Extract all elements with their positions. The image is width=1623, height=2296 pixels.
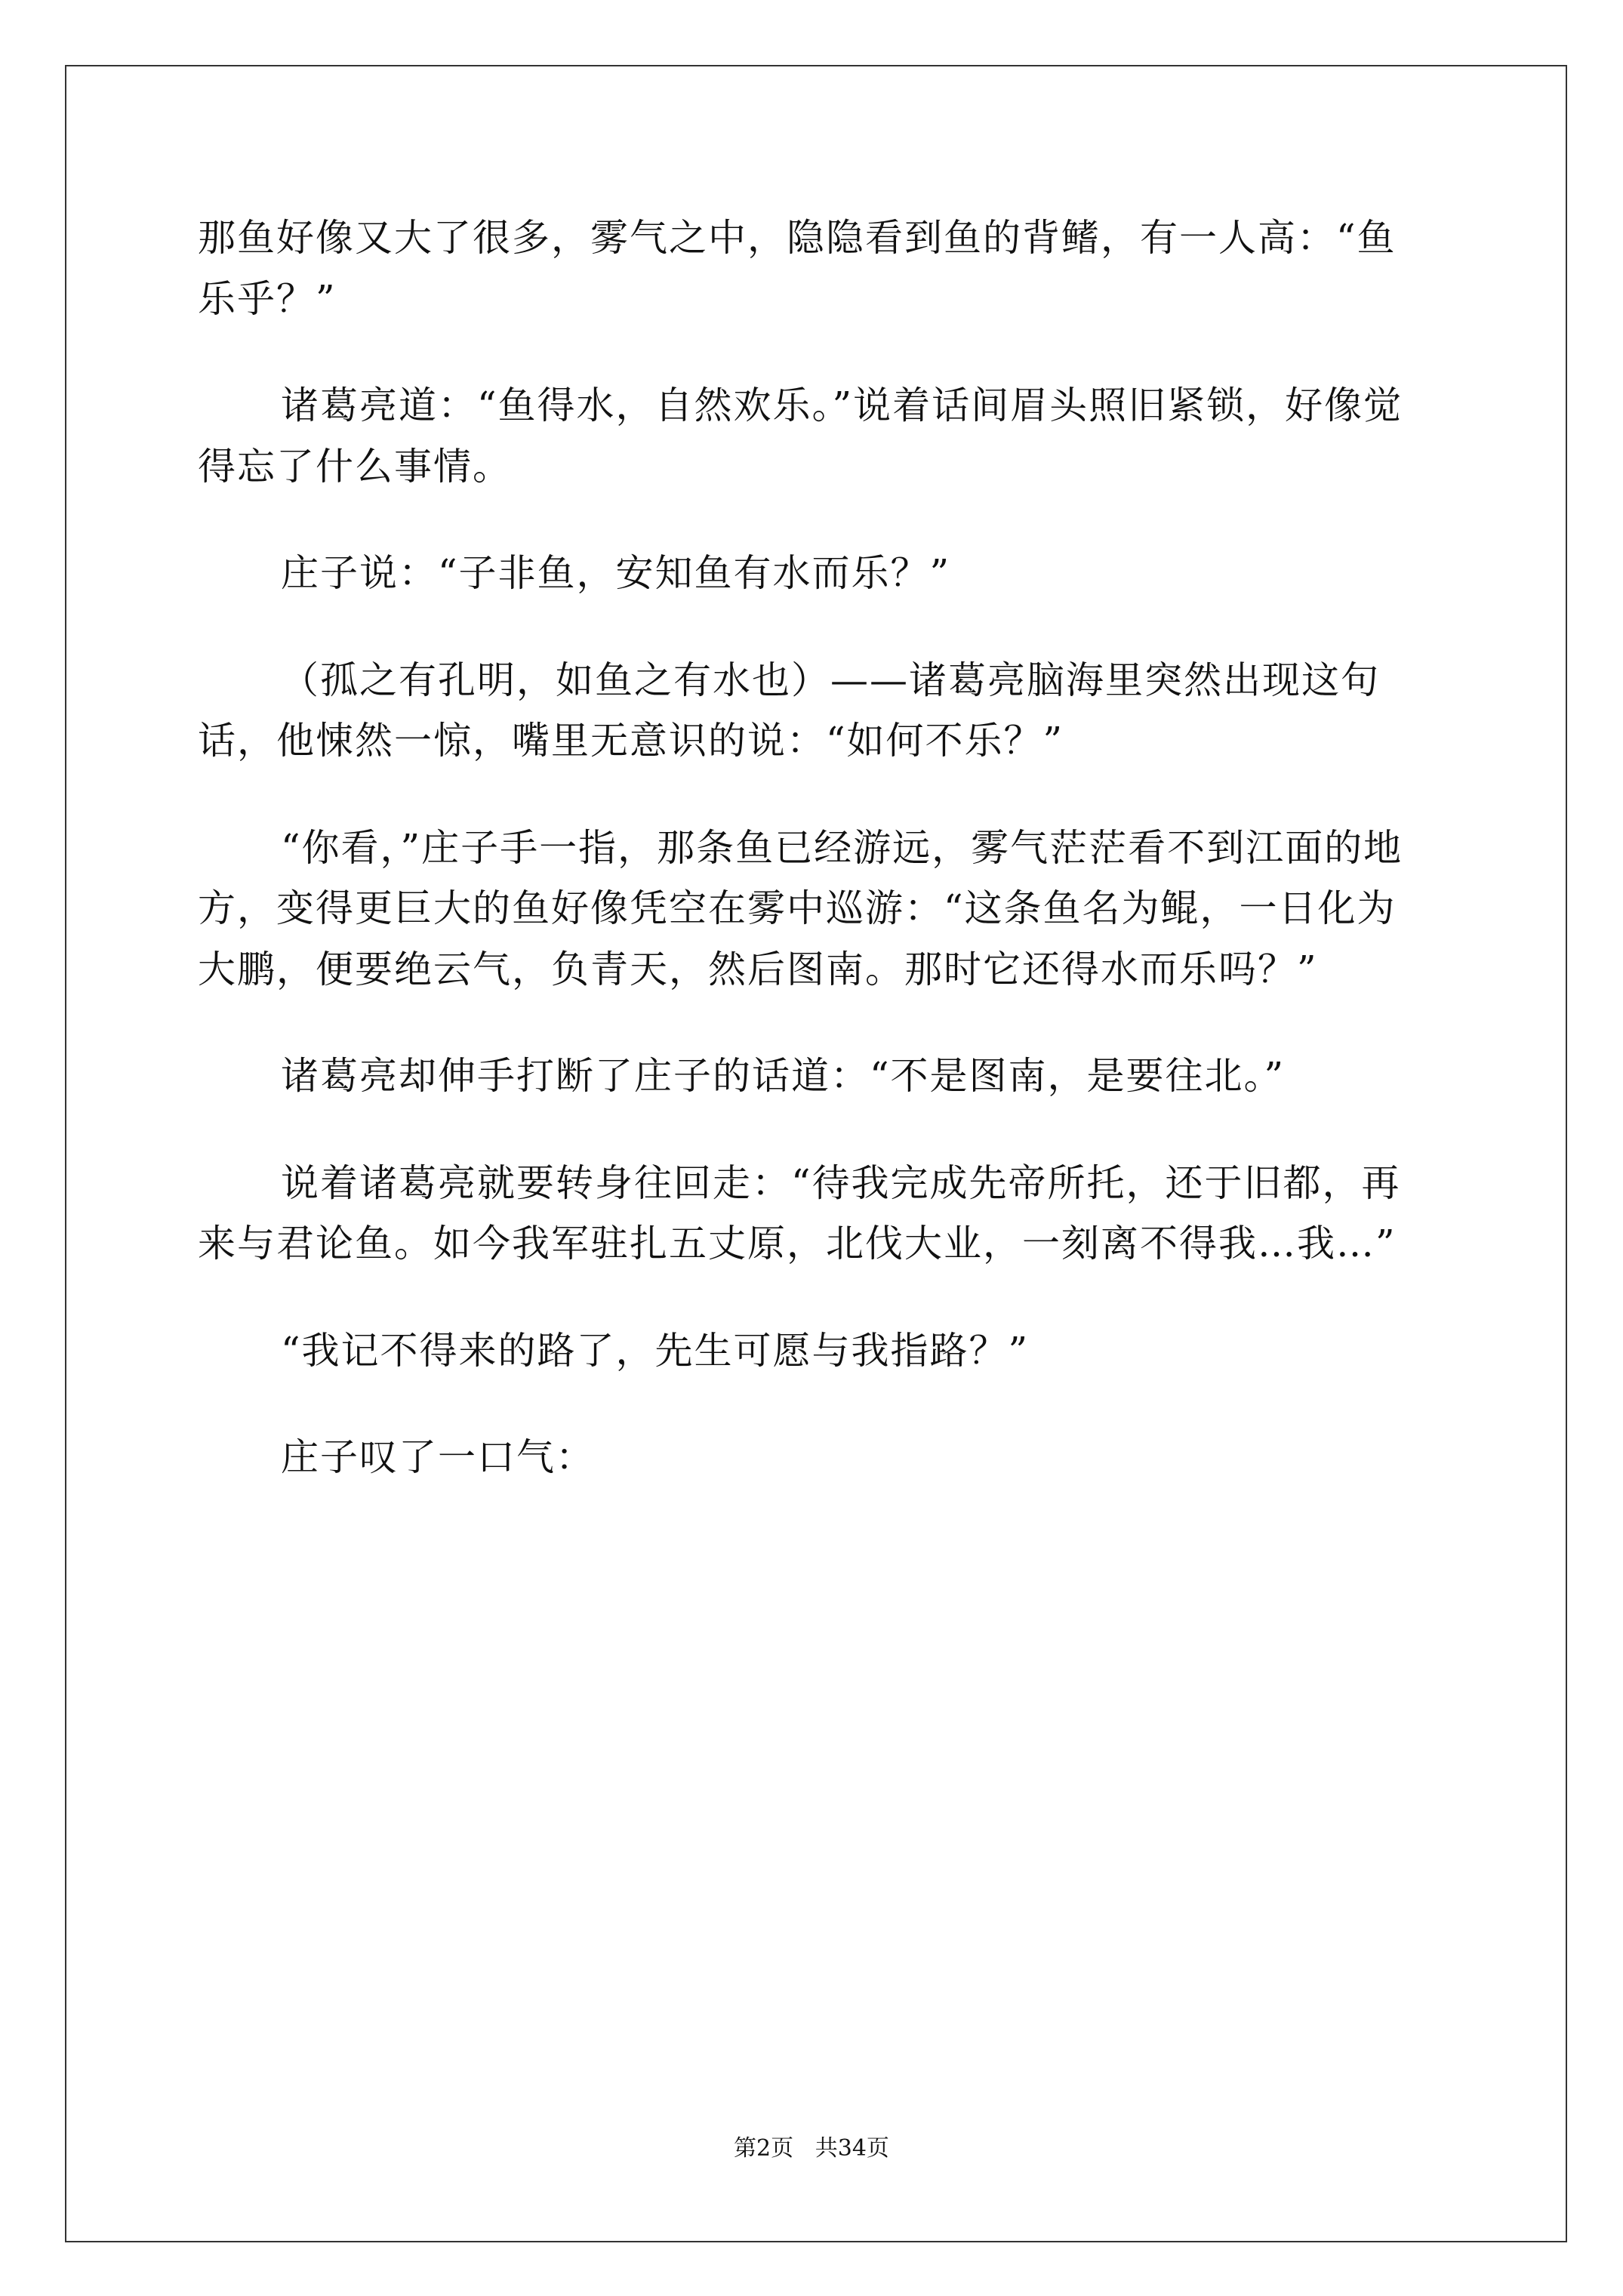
paragraph-7: 说着诸葛亮就要转身往回走：“待我完成先帝所托，还于旧都，再来与君论鱼。如今我军驻扎五丈原，北伐大业，一刻离不得我…我…” <box>198 1160 1401 1265</box>
page-footer <box>0 2129 1623 2162</box>
paragraph-3: 庄子说：“子非鱼，安知鱼有水而乐？” <box>281 551 951 595</box>
paragraph-5: “你看，”庄子手一指，那条鱼已经游远，雾气茫茫看不到江面的地方，变得更巨大的鱼好像凭空在雾中巡游：“这条鱼名为鲲，一日化为大鹏，便要绝云气，负青天，然后图南。那时它还得水而乐吗？” <box>198 825 1403 991</box>
paragraph-6: 诸葛亮却伸手打断了庄子的话道：“不是图南，是要往北。” <box>281 1054 1286 1098</box>
paragraph-2: 诸葛亮道：“鱼得水，自然欢乐。”说着话间眉头照旧紧锁，好像觉得忘了什么事情。 <box>198 384 1403 488</box>
paragraph-4: （孤之有孔明，如鱼之有水也）——诸葛亮脑海里突然出现这句话，他悚然一惊，嘴里无意识的说：“如何不乐？” <box>198 658 1380 763</box>
paragraph-9: 庄子叹了一口气： <box>281 1435 595 1479</box>
document-body <box>198 208 1428 1534</box>
paragraph-8: “我记不得来的路了，先生可愿与我指路？” <box>281 1328 1030 1373</box>
page-number: 第2页 <box>734 2135 794 2162</box>
paragraph-1: 那鱼好像又大了很多，雾气之中，隐隐看到鱼的背鳍，有一人高：“鱼乐乎？” <box>198 216 1397 321</box>
page-total: 共34页 <box>815 2135 889 2162</box>
